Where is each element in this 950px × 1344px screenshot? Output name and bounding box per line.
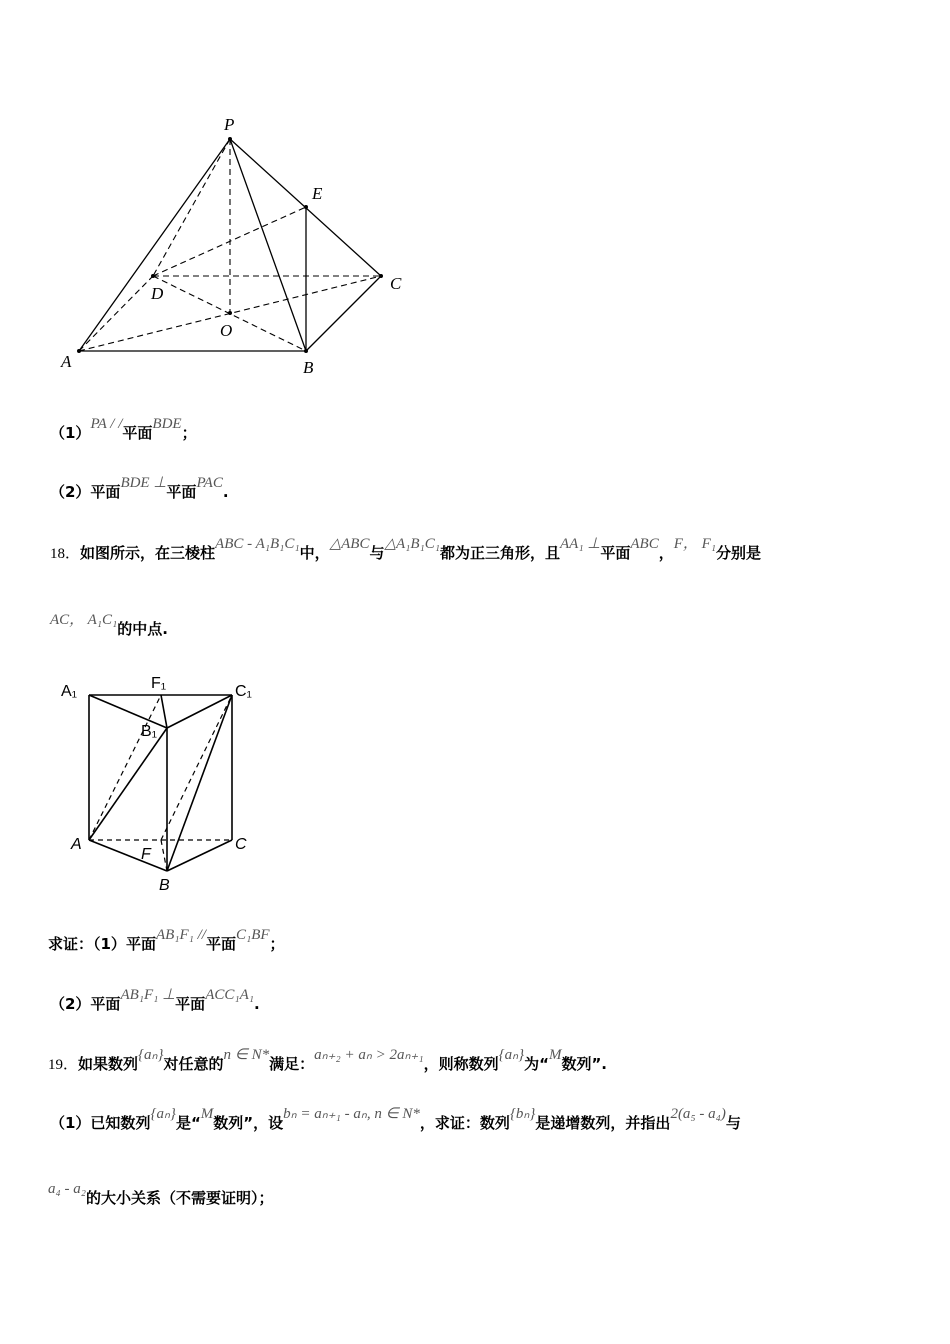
q19-sub1-line1: （1）已知数列{aₙ}是“M数列”，设bₙ = aₙ₊₁ - aₙ, n ∈ N*，求证：数列{bₙ}是递增数列，并指出2(a₅ - a₄)与 (50, 1106, 741, 1132)
q19-sub1-line2: a₄ - a₂的大小关系（不需要证明）； (48, 1181, 274, 1207)
label-B1: B₁ (141, 723, 158, 740)
label-D: D (151, 284, 164, 303)
q18-line2: AC， A₁C₁的中点. (50, 612, 168, 638)
label-C1: C₁ (235, 683, 252, 700)
label-C: C (235, 836, 247, 853)
pyramid-figure (50, 110, 420, 380)
q18-proof1: 求证：（1）平面AB₁F₁ //平面C₁BF； (48, 927, 285, 953)
label-F1: F₁ (151, 675, 167, 692)
label-A: A (61, 352, 72, 371)
label-A1: A₁ (61, 683, 78, 700)
part2-line: （2）平面BDE ⊥平面PAC. (50, 475, 229, 501)
label-B: B (303, 358, 314, 377)
prism-figure (55, 668, 285, 898)
label-A: A (71, 836, 82, 853)
q18-proof2: （2）平面AB₁F₁ ⊥平面ACC₁A₁. (50, 987, 260, 1013)
q19-line1: 19．如果数列{aₙ}对任意的n ∈ N*满足：aₙ₊₂ + aₙ > 2aₙ₊₁，则称数列{aₙ}为“M数列”. (48, 1047, 607, 1073)
label-B: B (159, 877, 170, 894)
label-F: F (141, 846, 151, 863)
label-E: E (312, 184, 323, 203)
label-P: P (224, 115, 235, 134)
part1-line: （1）PA / /平面BDE； (50, 416, 197, 442)
label-C: C (390, 274, 402, 293)
q18-line1: 18．如图所示，在三棱柱ABC - A₁B₁C₁中，△ABC与△A₁B₁C₁都为正三角形，且AA₁ ⊥平面ABC，F， F₁分别是 (50, 536, 762, 562)
label-O: O (220, 321, 233, 340)
